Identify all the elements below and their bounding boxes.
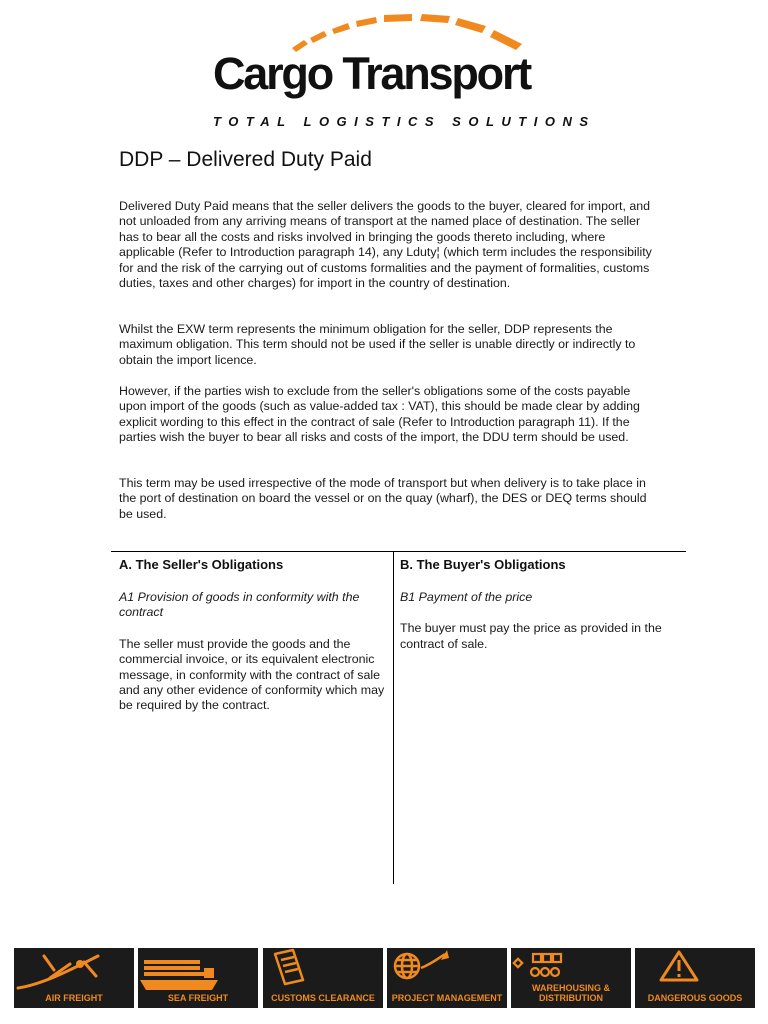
page-title: DDP – Delivered Duty Paid [119,148,372,171]
service-label: PROJECT MANAGEMENT [391,993,503,1003]
paragraph-exw-comparison: Whilst the EXW term represents the minimum obligation for the seller, DDP represents the maximum obligation. This term should not be used if the seller is unable directly or indirectly to obtain the import licence. [119,322,636,367]
paragraph-definition: Delivered Duty Paid means that the seller delivers the goods to the buyer, cleared for import, and not unloaded from any arriving means of transport at the named place of destination. The seller has to bear all the costs and risks involved in bringing the goods thereto including, where applicable (Refer to Introduction paragraph 14), any Lduty¦ (which term includes the responsibility for and the risk of the carrying out of customs formalities and the payment of formalities, customs duties, taxes and other charges) for import in the country of destination. [119,199,652,291]
service-label: CUSTOMS CLEARANCE [271,993,375,1003]
service-label: SEA FREIGHT [167,993,229,1003]
paragraph-vat-exclusion: However, if the parties wish to exclude from the seller's obligations some of the costs payable upon import of the goods (such as value-added tax : VAT), this should be made clear by adding explicit wording to this effect in the contract of sale (Refer to Introduction paragraph 11). If the parties wish the buyer to bear all risks and costs of the import, the DDU term should be used. [119,384,640,445]
buyer-obligations-heading: B. The Buyer's Obligations [400,557,566,572]
service-label: DANGEROUS GOODS [647,993,743,1003]
buyer-obligations-column [400,557,682,652]
brand-tagline: TOTAL LOGISTICS SOLUTIONS [213,114,596,129]
brand-name: Cargo Transport [213,48,531,99]
seller-obligations-heading: A. The Seller's Obligations [119,557,284,572]
service-tile-air-freight [14,948,134,1008]
service-tile-customs-clearance [263,948,383,1008]
service-label: WAREHOUSING & DISTRIBUTION [531,983,610,1003]
buyer-item-text: The buyer must pay the price as provided in the contract of sale. [400,621,662,651]
service-label: AIR FREIGHT [45,993,103,1003]
table-top-rule [111,551,686,552]
services-banner [14,948,755,1008]
service-tile-sea-freight [138,948,258,1008]
service-tile-dangerous-goods [635,948,755,1008]
seller-item-title: A1 Provision of goods in conformity with the contract [119,590,360,620]
paragraph-transport-mode: This term may be used irrespective of the mode of transport but when delivery is to take place in the port of destination on board the vessel or on the quay (wharf), the DES or DEQ terms should be used. [119,476,647,521]
logo-arc-icon [290,12,570,52]
seller-obligations-column [119,557,387,714]
table-column-divider [393,551,394,884]
service-tile-warehousing-distribution [511,948,631,1008]
seller-item-text: The seller must provide the goods and the commercial invoice, or its equivalent electronic message, in conformity with the contract of sale and any other evidence of conformity which may be required by the contract. [119,636,385,713]
service-tile-project-management [387,948,507,1008]
company-logo [205,12,596,129]
buyer-item-title: B1 Payment of the price [400,590,533,604]
